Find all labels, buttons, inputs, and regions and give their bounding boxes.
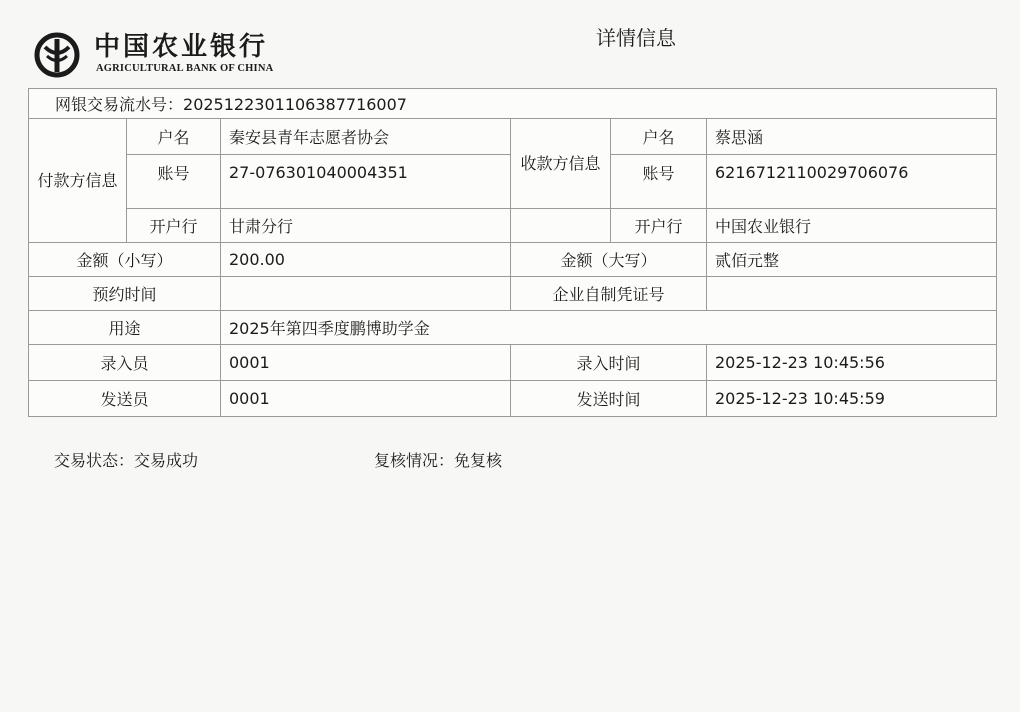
payer-account-value: 27-076301040004351 (221, 155, 511, 209)
purpose-row (29, 311, 997, 345)
amount-small-label: 金额（小写） (29, 243, 221, 277)
payee-account-value: 6216712110029706076 (707, 155, 997, 209)
transaction-status (54, 448, 198, 471)
status-label: 交易状态： (54, 451, 135, 470)
entry-row (29, 345, 997, 381)
serial-number: 20251223011063877160​07 (183, 95, 407, 114)
entry-time-value: 2025-12-23 10:45:56 (707, 345, 997, 381)
schedule-value (221, 277, 511, 311)
amount-large-value: 贰佰元整 (707, 243, 997, 277)
schedule-row (29, 277, 997, 311)
send-time-value: 2025-12-23 10:45:59 (707, 381, 997, 417)
payee-name-label: 户名 (611, 119, 707, 155)
bank-name-cn: 中国农业银行 (94, 32, 269, 62)
amount-small-value: 200.00 (221, 243, 511, 277)
voucher-value (707, 277, 997, 311)
payee-branch-label: 开户行 (611, 209, 707, 243)
purpose-value: 2025年第四季度鹏博助学金 (221, 311, 997, 345)
voucher-label: 企业自制凭证号 (511, 277, 707, 311)
payer-account-label: 账号 (127, 155, 221, 209)
bank-logo (30, 24, 350, 84)
payer-branch-value: 甘肃分行 (221, 209, 511, 243)
payer-branch-label: 开户行 (127, 209, 221, 243)
bank-name-en: AGRICULTURAL BANK OF CHINA (96, 63, 274, 74)
amount-row (29, 243, 997, 277)
serial-cell (29, 89, 997, 119)
review-status (374, 448, 502, 471)
page-title: 详情信息 (596, 26, 676, 50)
payee-group-label: 收款方信息 (511, 119, 611, 209)
payee-branch-spacer (511, 209, 611, 243)
receipt-header (30, 20, 990, 90)
review-label: 复核情况： (374, 451, 455, 470)
party-name-row (29, 119, 997, 155)
abc-logo-icon (34, 32, 80, 78)
payee-branch-value: 中国农业银行 (707, 209, 997, 243)
serial-row (29, 89, 997, 119)
status-value: 交易成功 (134, 451, 199, 470)
amount-large-label: 金额（大写） (511, 243, 707, 277)
entry-time-label: 录入时间 (511, 345, 707, 381)
send-time-label: 发送时间 (511, 381, 707, 417)
payer-name-label: 户名 (127, 119, 221, 155)
payee-account-label: 账号 (611, 155, 707, 209)
purpose-label: 用途 (29, 311, 221, 345)
payer-group-label: 付款方信息 (29, 119, 127, 243)
party-branch-row (29, 209, 997, 243)
send-clerk-value: 0001 (221, 381, 511, 417)
send-clerk-label: 发送员 (29, 381, 221, 417)
review-value: 免复核 (454, 451, 503, 470)
transaction-detail-table (28, 88, 997, 417)
serial-label: 网银交易流水号： (55, 95, 184, 114)
entry-clerk-label: 录入员 (29, 345, 221, 381)
send-row (29, 381, 997, 417)
payer-name-value: 秦安县青年志愿者协会 (221, 119, 511, 155)
schedule-label: 预约时间 (29, 277, 221, 311)
entry-clerk-value: 0001 (221, 345, 511, 381)
payee-name-value: 蔡思涵 (707, 119, 997, 155)
